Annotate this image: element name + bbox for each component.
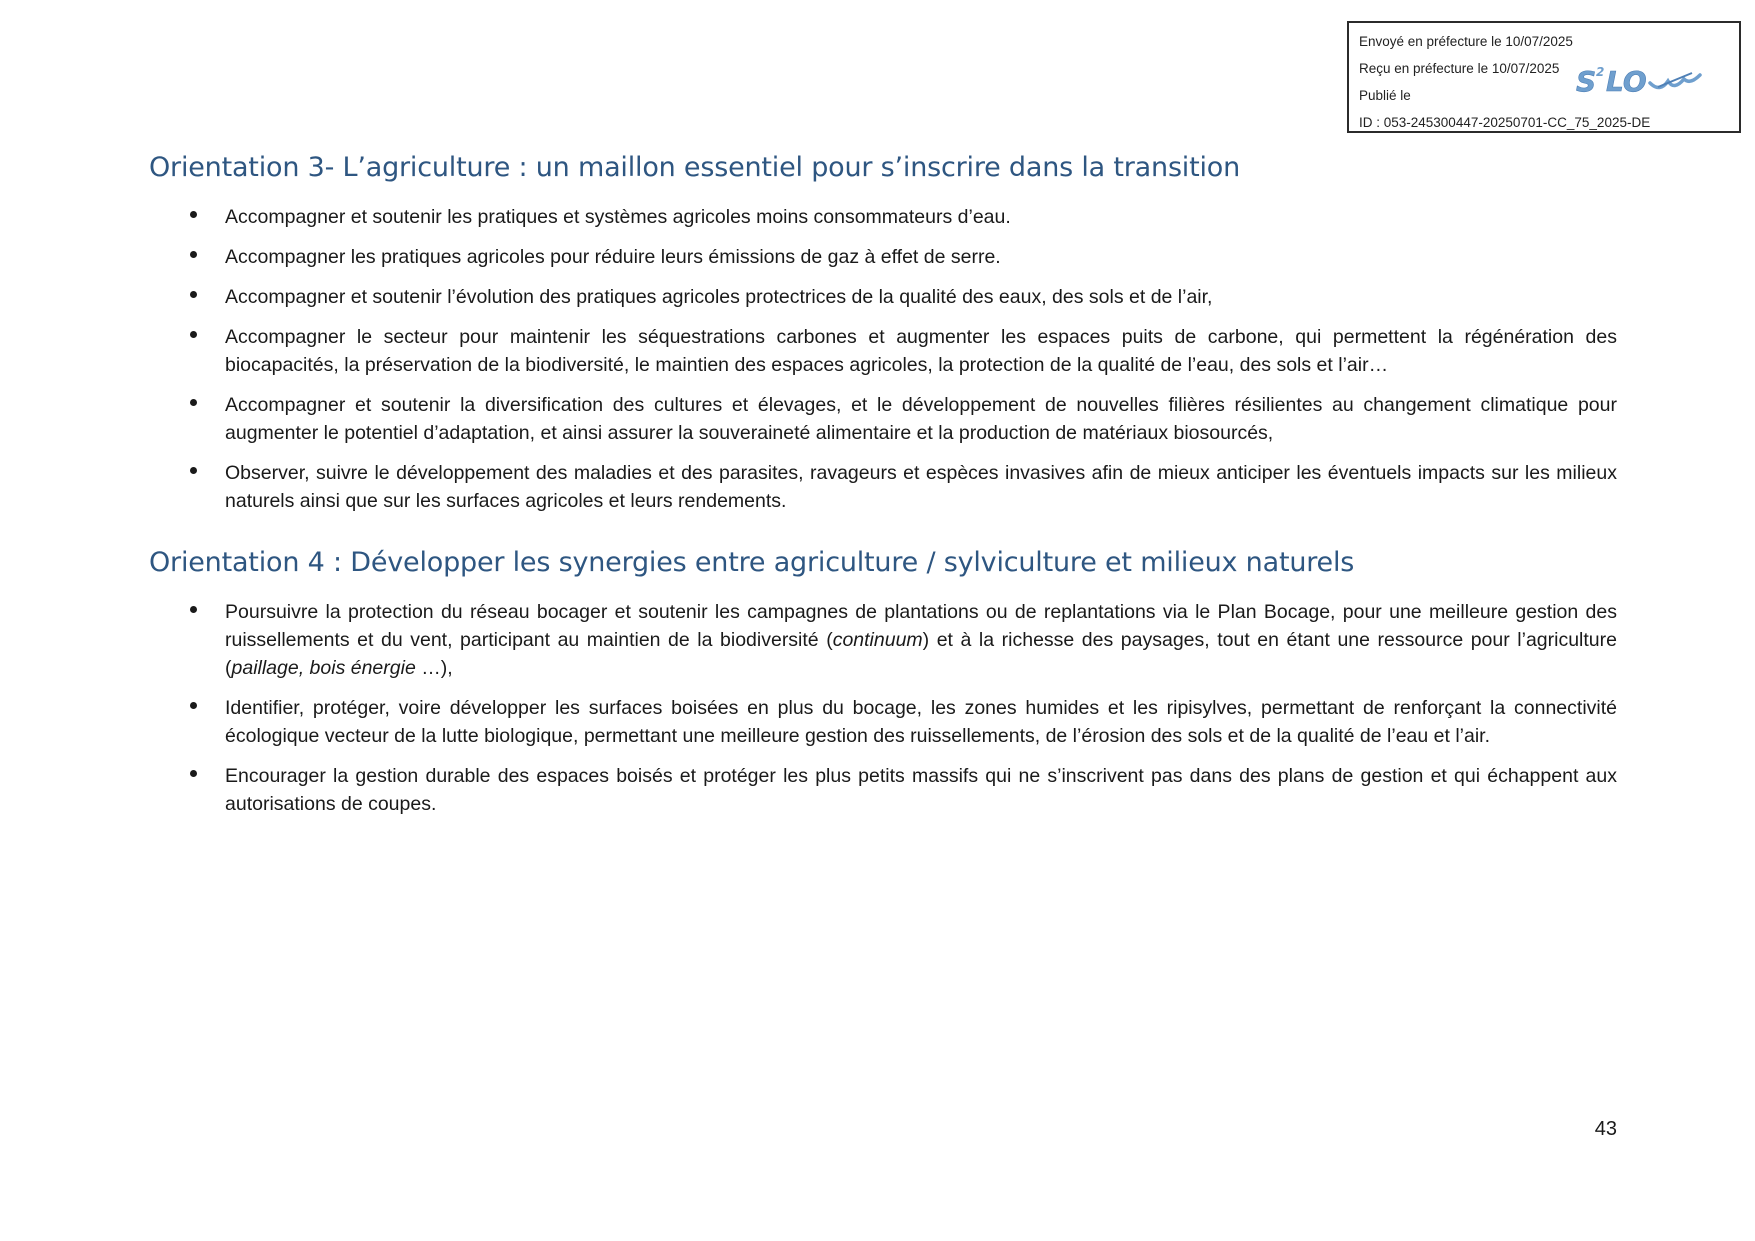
list-item: Accompagner les pratiques agricoles pour réduire leurs émissions de gaz à effet de serre.	[149, 243, 1617, 271]
bullet-icon	[190, 770, 197, 777]
svg-text:2: 2	[1596, 65, 1605, 79]
list-item: Accompagner et soutenir la diversification des cultures et élevages, et le développement de nouvelles filières résilientes au changement climatique pour augmenter le potentiel d’adaptation, et ainsi assurer la souveraineté alimentaire et la production de matériaux biosourcés,	[149, 391, 1617, 447]
section-title-orientation-3: Orientation 3- L’agriculture : un maillon essentiel pour s’inscrire dans la transition	[149, 152, 1241, 183]
list-item: Accompagner et soutenir les pratiques et systèmes agricoles moins consommateurs d’eau.	[149, 203, 1617, 231]
bullet-icon	[190, 331, 197, 338]
stamp-received-date: Reçu en préfecture le 10/07/2025	[1359, 61, 1560, 76]
s2lo-logo-icon	[1574, 63, 1704, 97]
list-item: Observer, suivre le développement des maladies et des parasites, ravageurs et espèces invasives afin de mieux anticiper les éventuels impacts sur les milieux naturels ainsi que sur les surfaces agricoles et leurs rendements.	[149, 459, 1617, 515]
orientation-3-list	[149, 203, 1617, 527]
list-item: Encourager la gestion durable des espaces boisés et protéger les plus petits massifs qui ne s’inscrivent pas dans des plans de gestion et qui échappent aux autorisations de coupes.	[149, 762, 1617, 818]
italic-term-examples: paillage, bois énergie	[231, 657, 416, 679]
list-item: Accompagner le secteur pour maintenir les séquestrations carbones et augmenter les espaces puits de carbone, qui permettent la régénération des biocapacités, la préservation de la biodiversité, le maintien des espaces agricoles, la protection de la qualité de l’eau, des sols et l’air…	[149, 323, 1617, 379]
section-title-orientation-4: Orientation 4 : Développer les synergies entre agriculture / sylviculture et milieux naturels	[149, 547, 1355, 578]
italic-term-continuum: continuum	[832, 629, 923, 651]
orientation-4-list	[149, 598, 1617, 830]
stamp-published: Publié le	[1359, 88, 1411, 103]
page-number: 43	[1594, 1118, 1617, 1140]
list-item: Poursuivre la protection du réseau bocager et soutenir les campagnes de plantations ou de replantations via le Plan Bocage, pour une meilleure gestion des ruissellements et du vent, participant au maintien de la biodiversité (continuum) et à la richesse des paysages, tout en étant une ressource pour l’agriculture (paillage, bois énergie …),	[149, 598, 1617, 682]
list-item: Identifier, protéger, voire développer les surfaces boisées en plus du bocage, les zones humides et les ripisylves, permettant de renforçant la connectivité écologique vecteur de la lutte biologique, permettant une meilleure gestion des ruissellements, de l’érosion des sols et de la qualité de l’eau et l’air.	[149, 694, 1617, 750]
bullet-icon	[190, 211, 197, 218]
bullet-icon	[190, 467, 197, 474]
list-item: Accompagner et soutenir l’évolution des pratiques agricoles protectrices de la qualité des eaux, des sols et de l’air,	[149, 283, 1617, 311]
bullet-icon	[190, 251, 197, 258]
bullet-icon	[190, 702, 197, 709]
stamp-id: ID : 053-245300447-20250701-CC_75_2025-DE	[1359, 115, 1651, 130]
stamp-sent-date: Envoyé en préfecture le 10/07/2025	[1359, 34, 1573, 49]
prefecture-stamp	[1347, 21, 1741, 133]
svg-text:S: S	[1576, 65, 1597, 97]
svg-text:LO: LO	[1606, 65, 1647, 97]
bullet-icon	[190, 291, 197, 298]
bullet-icon	[190, 606, 197, 613]
bullet-icon	[190, 399, 197, 406]
